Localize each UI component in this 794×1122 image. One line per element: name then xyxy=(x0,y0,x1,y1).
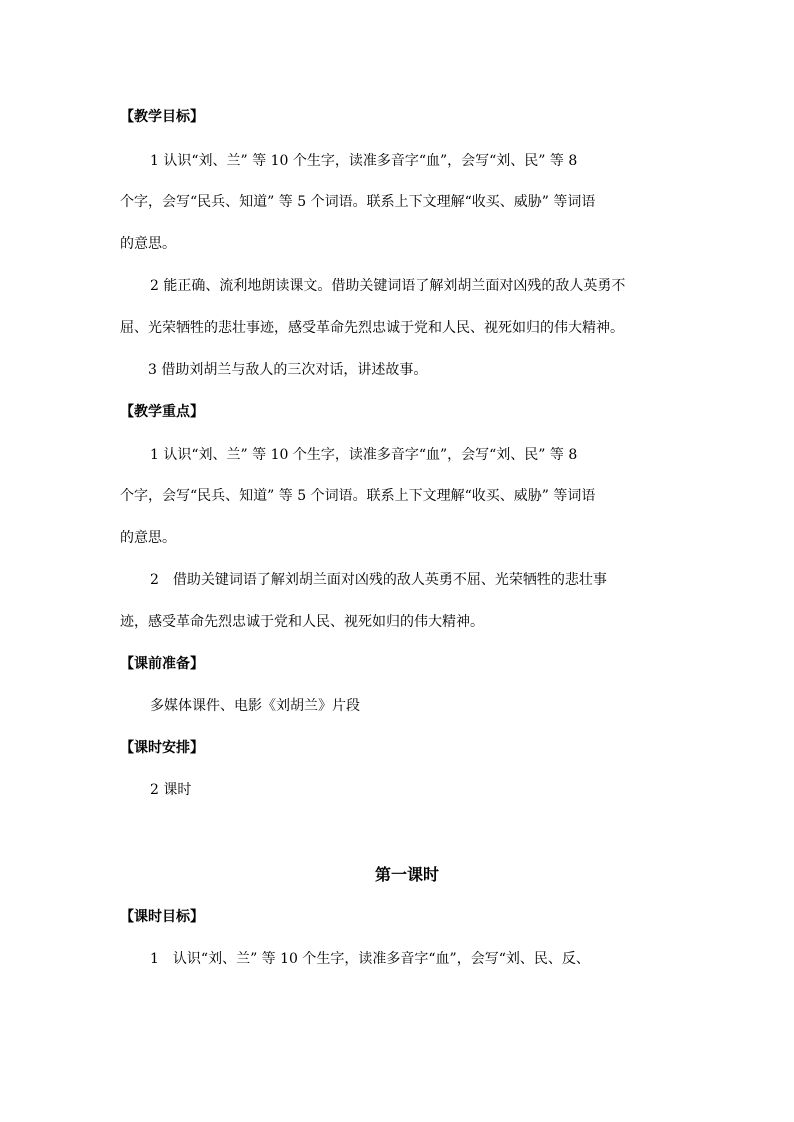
preparation-text: 多媒体课件、电影《刘胡兰》片段 xyxy=(150,698,360,714)
preparation-heading: 【课前准备】 xyxy=(120,656,204,672)
schedule-text: 2 课时 xyxy=(150,782,192,798)
objectives-heading: 【教学目标】 xyxy=(120,109,204,125)
lesson1-item1-line1: 1 认识“刘、兰” 等 10 个生字，读准多音字“血”，会写“刘、民、反、 xyxy=(150,951,590,967)
key-points-item1-line2: 个字，会写“民兵、知道” 等 5 个词语。联系上下文理解“收买、威胁” 等词语 xyxy=(120,488,596,504)
objectives-item2-line2: 屈、光荣牺牲的悲壮事迹，感受革命先烈忠诚于党和人民、视死如归的伟大精神。 xyxy=(120,320,624,336)
key-points-item1-line1: 1 认识“刘、兰” 等 10 个生字，读准多音字“血”，会写“刘、民” 等 8 xyxy=(150,447,578,463)
lesson1-objectives-heading: 【课时目标】 xyxy=(120,909,204,925)
objectives-item1-line1: 1 认识“刘、兰” 等 10 个生字，读准多音字“血”，会写“刘、民” 等 8 xyxy=(150,153,578,169)
key-points-item2-line2: 迹，感受革命先烈忠诚于党和人民、视死如归的伟大精神。 xyxy=(120,614,484,630)
schedule-heading: 【课时安排】 xyxy=(120,740,204,756)
objectives-item1-line2: 个字，会写“民兵、知道” 等 5 个词语。联系上下文理解“收买、威胁” 等词语 xyxy=(120,194,596,210)
objectives-item2-line1: 2 能正确、流利地朗读课文。借助关键词语了解刘胡兰面对凶残的敌人英勇不 xyxy=(150,278,626,294)
key-points-heading: 【教学重点】 xyxy=(120,404,204,420)
key-points-item2-line1: 2 借助关键词语了解刘胡兰面对凶残的敌人英勇不屈、光荣牺牲的悲壮事 xyxy=(150,572,607,588)
objectives-item1-line3: 的意思。 xyxy=(120,236,176,252)
key-points-item1-line3: 的意思。 xyxy=(120,530,176,546)
objectives-item3-line1: 3 借助刘胡兰与敌人的三次对话，讲述故事。 xyxy=(148,362,428,378)
lesson1-title: 第一课时 xyxy=(374,865,439,884)
